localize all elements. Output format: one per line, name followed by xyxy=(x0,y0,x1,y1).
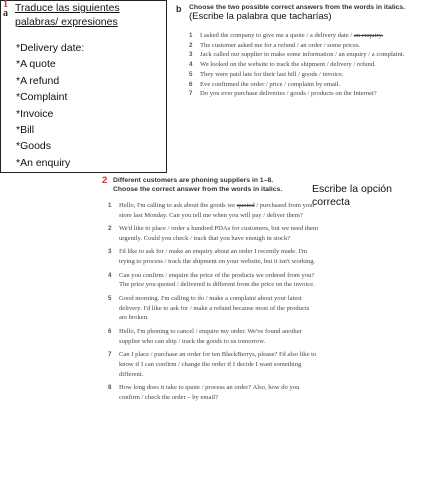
vocab-item: *Bill xyxy=(16,124,35,137)
section-1-number-text: 1 xyxy=(3,0,8,10)
section-b-items xyxy=(189,31,417,99)
section-b-item xyxy=(189,89,417,99)
vocab-item: *Invoice xyxy=(16,107,54,120)
section-b-item-text: I asked the company to give me a quote / a delivery date / xyxy=(200,32,353,39)
section-2-item xyxy=(108,327,318,347)
section-2-item xyxy=(108,224,318,244)
section-2-number: 2 xyxy=(102,175,108,186)
section-1-title: Traduce las siguientes palabras/ expresiones xyxy=(15,2,120,28)
section-2-instruction-line-1: Different customers are phoning suppliers in 1–8. xyxy=(113,177,274,184)
section-b-item-text: Jack called our supplier to make some information / an enquiry / a complaint. xyxy=(200,51,405,59)
section-2-instruction xyxy=(113,176,313,194)
section-b-item-number: 7 xyxy=(189,90,193,98)
section-b-item xyxy=(189,31,417,41)
section-2-item xyxy=(108,271,318,291)
section-2-item xyxy=(108,383,318,403)
section-2-item-text: Good morning. I'm calling to do / make a complaint about your latest delivery. I'd like to ask for / make a refund because most of the products are broken. xyxy=(119,294,310,322)
section-2-item xyxy=(108,350,318,379)
section-b-item xyxy=(189,60,417,70)
section-2-item-number: 5 xyxy=(108,294,112,302)
section-b-instruction xyxy=(189,4,419,22)
section-b-item-number: 3 xyxy=(189,51,193,59)
vocab-item: *A refund xyxy=(16,74,60,87)
vocab-item: *An enquiry xyxy=(16,156,71,169)
section-b-item xyxy=(189,80,417,90)
section-b-item xyxy=(189,41,417,51)
section-2-item-text: Can you confirm / enquire the price of the products we ordered from you? The price you quoted / delivered is different from the price on the invoice. xyxy=(119,271,315,289)
section-2-item-text: We'd like to place / order a hundred PDAs for customers, but we need them urgently. Could you check / track that you have enough in stock? xyxy=(119,225,318,242)
section-b-item xyxy=(189,70,417,80)
section-2-item xyxy=(108,294,318,323)
section-b-item-number: 6 xyxy=(189,80,193,88)
section-2-item-text: Hello, I'm calling to ask about the goods we xyxy=(119,202,236,209)
section-2-item xyxy=(108,247,318,267)
section-b-item-text: Do you ever purchase deliveries / goods / products on the Internet? xyxy=(200,90,377,98)
section-b-item-text: Eve confirmed the order / price / complaint by email. xyxy=(200,80,341,88)
section-2-item xyxy=(108,201,318,221)
section-b-item-number: 1 xyxy=(189,32,193,39)
section-2-item-text: Can I place / purchase an order for ten BlackBerrys, please? I'd also like to know if I can confirm / change the order if I decide I want something different. xyxy=(119,350,317,378)
vocab-item: *Complaint xyxy=(16,91,68,104)
section-2-item-text: Hello, I'm phoning to cancel / enquire my order. We've found another supplier who can ship / track the goods to us tomorrow. xyxy=(119,327,302,345)
section-b-crossed-out-word: an enquiry. xyxy=(353,32,384,39)
section-b-item-text: We looked on the website to track the shipment / delivery / refund. xyxy=(200,61,376,69)
section-b-label: b xyxy=(176,4,182,14)
section-2-item-number: 6 xyxy=(108,327,112,335)
section-2-items xyxy=(108,201,318,406)
section-2-item-text: I'd like to ask for / make an enquiry about an order I recently made. I'm trying to process / track the shipment on your website, but it isn't working. xyxy=(119,248,316,266)
section-2-item-number: 4 xyxy=(108,271,112,279)
section-b-item-text: They were paid late for their last bill / goods / invoice. xyxy=(200,70,344,78)
section-2-item-number: 8 xyxy=(108,383,112,391)
section-2-item-number: 1 xyxy=(108,202,112,209)
section-b-item-number: 4 xyxy=(189,61,193,69)
vocab-item: *Goods xyxy=(16,140,52,153)
section-b-item-number: 2 xyxy=(189,41,193,49)
vocab-item: *A quote xyxy=(16,58,56,71)
section-2-item-number: 3 xyxy=(108,248,112,256)
section-b-instruction-text: Choose the two possible correct answers from the words in italics. xyxy=(189,4,406,11)
vocab-item: *Delivery date: xyxy=(16,42,85,54)
section-2-instruction-line-2: Choose the correct answer from the words in italics. xyxy=(113,186,283,193)
section-2-handwritten-note: Escribe la opción correcta xyxy=(312,183,392,208)
section-b-handwritten-note: (Escribe la palabra que tacharías) xyxy=(189,10,332,22)
section-b-item-number: 5 xyxy=(189,70,193,78)
section-2-item-text-continued: / purchased from your store last Monday. Can you tell me when you will pay / deliver them? xyxy=(119,202,315,219)
section-2-item-text: How long does it take to quote / process an order? Also, how do you confirm / check the order – by email? xyxy=(119,383,300,401)
section-1-number xyxy=(3,0,8,18)
section-2-item-number: 7 xyxy=(108,350,112,358)
vocabulary-list xyxy=(16,40,84,171)
section-2-crossed-out-word: quoted xyxy=(236,202,255,209)
section-2-item-number: 2 xyxy=(108,225,112,233)
section-b-item xyxy=(189,50,417,60)
section-b-item-text: The customer asked me for a refund / an order / some prices. xyxy=(200,41,361,49)
section-1-sub-letter: a xyxy=(3,8,8,19)
